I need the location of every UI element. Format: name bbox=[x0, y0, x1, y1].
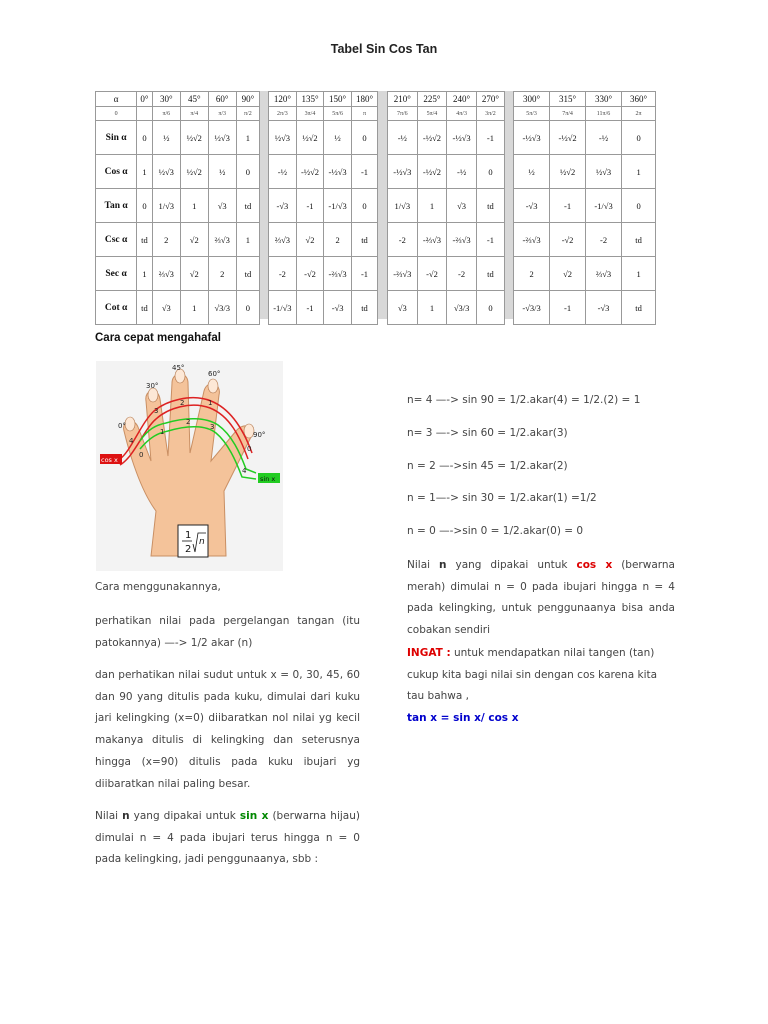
table-cell: 0 bbox=[622, 189, 656, 223]
table-cell: ½√3 bbox=[269, 121, 297, 155]
table-cell: -½ bbox=[269, 155, 297, 189]
angle-label: 0° bbox=[118, 422, 126, 430]
table-cell: td bbox=[352, 291, 378, 325]
table-cell: td bbox=[622, 291, 656, 325]
sin-number: 0 bbox=[139, 451, 144, 459]
table-cell: td bbox=[352, 223, 378, 257]
table-cell: 2 bbox=[324, 223, 352, 257]
tan-formula: tan x = sin x/ cos x bbox=[407, 712, 519, 724]
table-cell: 1 bbox=[417, 291, 447, 325]
radian-header bbox=[137, 107, 153, 121]
table-cell: -⅔√3 bbox=[388, 257, 418, 291]
table-cell: ½√3 bbox=[208, 121, 236, 155]
formula-line: n = 1—-> sin 30 = 1/2.akar(1) =1/2 bbox=[407, 492, 597, 504]
table-cell: -1 bbox=[476, 121, 504, 155]
sin-number: 4 bbox=[242, 467, 247, 475]
table-cell: -½√2 bbox=[296, 155, 323, 189]
degree-header: 180° bbox=[352, 92, 378, 107]
table-cell: -⅔√3 bbox=[514, 223, 550, 257]
row-label: Cot α bbox=[96, 291, 137, 325]
table-cell: -2 bbox=[447, 257, 477, 291]
formula-numerator: 1 bbox=[185, 530, 192, 541]
table-cell: 2 bbox=[152, 223, 180, 257]
table-cell: -1/√3 bbox=[585, 189, 621, 223]
table-cell: √2 bbox=[180, 223, 208, 257]
table-cell: -1 bbox=[296, 291, 323, 325]
nail-pinky bbox=[125, 417, 135, 431]
table-cell: -2 bbox=[585, 223, 621, 257]
usage-nail-note: dan perhatikan nilai sudut untuk x = 0, 30, 45, 60 dan 90 yang ditulis pada kuku, dimulai dari kuku jari kelingking (x=0) diibaratkan nol nilai yg kecil makanya ditulis di kelingking dan seterusnya hingga (x=90) ditulis pada kuku ibujari yg diibaratkan nilai paling besar. bbox=[95, 669, 360, 790]
table-cell: td bbox=[137, 291, 153, 325]
table-cell: -1/√3 bbox=[269, 291, 297, 325]
table-gap bbox=[505, 91, 513, 319]
table-cell: -1/√3 bbox=[324, 189, 352, 223]
table-cell: -½√3 bbox=[447, 121, 477, 155]
table-cell: -⅔√3 bbox=[447, 223, 477, 257]
radian-header: 5π/3 bbox=[514, 107, 550, 121]
table-cell: 1 bbox=[137, 257, 153, 291]
table-cell: √3 bbox=[208, 189, 236, 223]
table-cell: -2 bbox=[388, 223, 418, 257]
table-cell: 0 bbox=[352, 121, 378, 155]
table-cell: ½√2 bbox=[296, 121, 323, 155]
table-cell: td bbox=[236, 189, 259, 223]
usage-wrist-note: perhatikan nilai pada pergelangan tangan (itu patokannya) —-> 1/2 akar (n) bbox=[95, 615, 360, 649]
table-cell: 0 bbox=[476, 155, 504, 189]
table-gap bbox=[378, 91, 387, 319]
trig-table-block-3 bbox=[387, 91, 505, 325]
radian-header: π bbox=[352, 107, 378, 121]
ingat-note: INGAT : untuk mendapatkan nilai tangen (tan) cukup kita bagi nilai sin dengan cos karena kita tau bahwa , bbox=[407, 647, 658, 703]
table-cell: 0 bbox=[622, 121, 656, 155]
table-cell: 1 bbox=[622, 257, 656, 291]
table-cell: -1 bbox=[476, 223, 504, 257]
trig-table-block-1 bbox=[95, 91, 260, 325]
radian-header: 2π/3 bbox=[269, 107, 297, 121]
table-cell: td bbox=[476, 189, 504, 223]
degree-header: 225° bbox=[417, 92, 447, 107]
radian-header: 4π/3 bbox=[447, 107, 477, 121]
table-cell: ½ bbox=[152, 121, 180, 155]
table-cell: ½ bbox=[208, 155, 236, 189]
table-cell: 1 bbox=[180, 291, 208, 325]
degree-header: 30° bbox=[152, 92, 180, 107]
sin-tag-label: sin x bbox=[260, 475, 276, 483]
radian-header: 7π/4 bbox=[550, 107, 586, 121]
table-cell: 1 bbox=[417, 189, 447, 223]
cos-number: 3 bbox=[154, 407, 159, 415]
table-cell: 1 bbox=[137, 155, 153, 189]
table-cell: -½ bbox=[388, 121, 418, 155]
table-cell: -½ bbox=[585, 121, 621, 155]
table-cell: -1 bbox=[296, 189, 323, 223]
row-label: Cos α bbox=[96, 155, 137, 189]
cos-number: 1 bbox=[208, 399, 213, 407]
degree-header: 90° bbox=[236, 92, 259, 107]
radian-header: 11π/6 bbox=[585, 107, 621, 121]
table-cell: √3 bbox=[447, 189, 477, 223]
radian-header: π/6 bbox=[152, 107, 180, 121]
angle-label: 60° bbox=[208, 370, 221, 378]
table-cell: ⅔√3 bbox=[152, 257, 180, 291]
radian-header: 5π/4 bbox=[417, 107, 447, 121]
degree-header: 210° bbox=[388, 92, 418, 107]
section-heading: Cara cepat mengahafal bbox=[95, 332, 221, 344]
usage-intro: Cara menggunakannya, bbox=[95, 581, 221, 593]
table-cell: -½√2 bbox=[417, 121, 447, 155]
table-cell: 1/√3 bbox=[388, 189, 418, 223]
table-cell: ½ bbox=[324, 121, 352, 155]
radian-header: 5π/6 bbox=[324, 107, 352, 121]
table-cell: 2 bbox=[208, 257, 236, 291]
cos-tag-label: cos x bbox=[101, 456, 118, 464]
table-cell: 1 bbox=[622, 155, 656, 189]
table-cell: √3 bbox=[388, 291, 418, 325]
table-cell: -½√3 bbox=[324, 155, 352, 189]
trig-table-block-2 bbox=[268, 91, 378, 325]
table-cell: td bbox=[236, 257, 259, 291]
degree-header: 270° bbox=[476, 92, 504, 107]
radian-header: π/3 bbox=[208, 107, 236, 121]
row-label: Sin α bbox=[96, 121, 137, 155]
table-cell: -1 bbox=[550, 189, 586, 223]
table-cell: -½√2 bbox=[550, 121, 586, 155]
table-cell: -√3 bbox=[324, 291, 352, 325]
cos-note: Nilai n yang dipakai untuk cos x (berwarna merah) dimulai n = 0 pada ibujari hingga n = 4 pada kelingking, untuk penggunaanya bisa anda cobakan sendiri bbox=[407, 559, 675, 637]
table-cell: -⅔√3 bbox=[417, 223, 447, 257]
page-title: Tabel Sin Cos Tan bbox=[330, 42, 438, 56]
formula-var: n bbox=[199, 537, 205, 547]
table-cell: √2 bbox=[180, 257, 208, 291]
table-cell: ½√3 bbox=[585, 155, 621, 189]
table-cell: ⅔√3 bbox=[585, 257, 621, 291]
row-label: Sec α bbox=[96, 257, 137, 291]
radian-header: 3π/4 bbox=[296, 107, 323, 121]
cos-number: 0 bbox=[247, 445, 252, 453]
table-cell: √3 bbox=[152, 291, 180, 325]
radian-header: π/4 bbox=[180, 107, 208, 121]
table-cell: 0 bbox=[236, 291, 259, 325]
table-cell: ⅔√3 bbox=[269, 223, 297, 257]
row-label: Csc α bbox=[96, 223, 137, 257]
angle-label: 45° bbox=[172, 364, 185, 372]
table-cell: -√3 bbox=[269, 189, 297, 223]
radian-header: π/2 bbox=[236, 107, 259, 121]
degree-header: 0° bbox=[137, 92, 153, 107]
table-cell: 1 bbox=[236, 223, 259, 257]
degree-header: 60° bbox=[208, 92, 236, 107]
formula-denominator: 2 bbox=[185, 544, 192, 555]
table-cell: √2 bbox=[550, 257, 586, 291]
usage-sin-note: Nilai n yang dipakai untuk sin x (berwarna hijau) dimulai n = 4 pada ibujari terus hingga n = 0 pada kelingking, jadi penggunaanya, sbb : bbox=[95, 810, 360, 866]
angle-label: 30° bbox=[146, 382, 159, 390]
table-cell: 1 bbox=[236, 121, 259, 155]
table-cell: -½ bbox=[447, 155, 477, 189]
table-cell: -√3 bbox=[585, 291, 621, 325]
table-cell: 1/√3 bbox=[152, 189, 180, 223]
table-cell: -⅔√3 bbox=[324, 257, 352, 291]
nail-ring bbox=[148, 388, 158, 402]
table-cell: √3/3 bbox=[208, 291, 236, 325]
hand-diagram bbox=[96, 361, 283, 571]
formula-line: n = 2 —->sin 45 = 1/2.akar(2) bbox=[407, 460, 568, 472]
cos-number: 2 bbox=[180, 399, 185, 407]
table-cell: -√2 bbox=[296, 257, 323, 291]
table-cell: td bbox=[622, 223, 656, 257]
table-cell: ½ bbox=[514, 155, 550, 189]
table-gap bbox=[260, 91, 268, 319]
alpha-symbol: α bbox=[96, 92, 137, 107]
degree-header: 135° bbox=[296, 92, 323, 107]
trig-table-block-4 bbox=[513, 91, 656, 325]
degree-header: 300° bbox=[514, 92, 550, 107]
degree-header: 150° bbox=[324, 92, 352, 107]
sin-number: 2 bbox=[186, 418, 191, 426]
row-label: Tan α bbox=[96, 189, 137, 223]
table-cell: td bbox=[476, 257, 504, 291]
table-cell: 0 bbox=[137, 121, 153, 155]
table-cell: -½√2 bbox=[417, 155, 447, 189]
radian-header: 7π/6 bbox=[388, 107, 418, 121]
cos-number: 4 bbox=[129, 437, 134, 445]
table-cell: ⅔√3 bbox=[208, 223, 236, 257]
table-cell: ½√2 bbox=[180, 121, 208, 155]
table-cell: -½√3 bbox=[388, 155, 418, 189]
table-cell: 0 bbox=[476, 291, 504, 325]
table-cell: -½√3 bbox=[514, 121, 550, 155]
table-cell: √3/3 bbox=[447, 291, 477, 325]
table-cell: ½√2 bbox=[550, 155, 586, 189]
sin-number: 1 bbox=[160, 428, 165, 436]
table-cell: -√2 bbox=[417, 257, 447, 291]
radian-header: 3π/2 bbox=[476, 107, 504, 121]
angle-label: 90° bbox=[253, 431, 266, 439]
degree-header: 360° bbox=[622, 92, 656, 107]
table-cell: 1 bbox=[180, 189, 208, 223]
table-cell: -√3 bbox=[514, 189, 550, 223]
formula-line: n= 4 —-> sin 90 = 1/2.akar(4) = 1/2.(2) = 1 bbox=[407, 394, 641, 406]
table-cell: -√2 bbox=[550, 223, 586, 257]
formula-line: n= 3 —-> sin 60 = 1/2.akar(3) bbox=[407, 427, 568, 439]
table-cell: -1 bbox=[352, 155, 378, 189]
degree-header: 315° bbox=[550, 92, 586, 107]
formula-line: n = 0 —->sin 0 = 1/2.akar(0) = 0 bbox=[407, 525, 584, 537]
table-cell: td bbox=[137, 223, 153, 257]
table-cell: 0 bbox=[236, 155, 259, 189]
table-cell: -2 bbox=[269, 257, 297, 291]
table-cell: 0 bbox=[352, 189, 378, 223]
table-cell: √2 bbox=[296, 223, 323, 257]
radian-header: 2π bbox=[622, 107, 656, 121]
degree-header: 45° bbox=[180, 92, 208, 107]
table-cell: -1 bbox=[352, 257, 378, 291]
nail-index bbox=[208, 379, 218, 393]
table-cell: ½√3 bbox=[152, 155, 180, 189]
degree-header: 120° bbox=[269, 92, 297, 107]
table-cell: -√3/3 bbox=[514, 291, 550, 325]
table-cell: -1 bbox=[550, 291, 586, 325]
table-cell: ½√2 bbox=[180, 155, 208, 189]
table-cell: 0 bbox=[137, 189, 153, 223]
degree-header: 330° bbox=[585, 92, 621, 107]
degree-header: 240° bbox=[447, 92, 477, 107]
table-cell: 2 bbox=[514, 257, 550, 291]
sin-number: 3 bbox=[210, 423, 215, 431]
alpha-zero: 0 bbox=[96, 107, 137, 121]
